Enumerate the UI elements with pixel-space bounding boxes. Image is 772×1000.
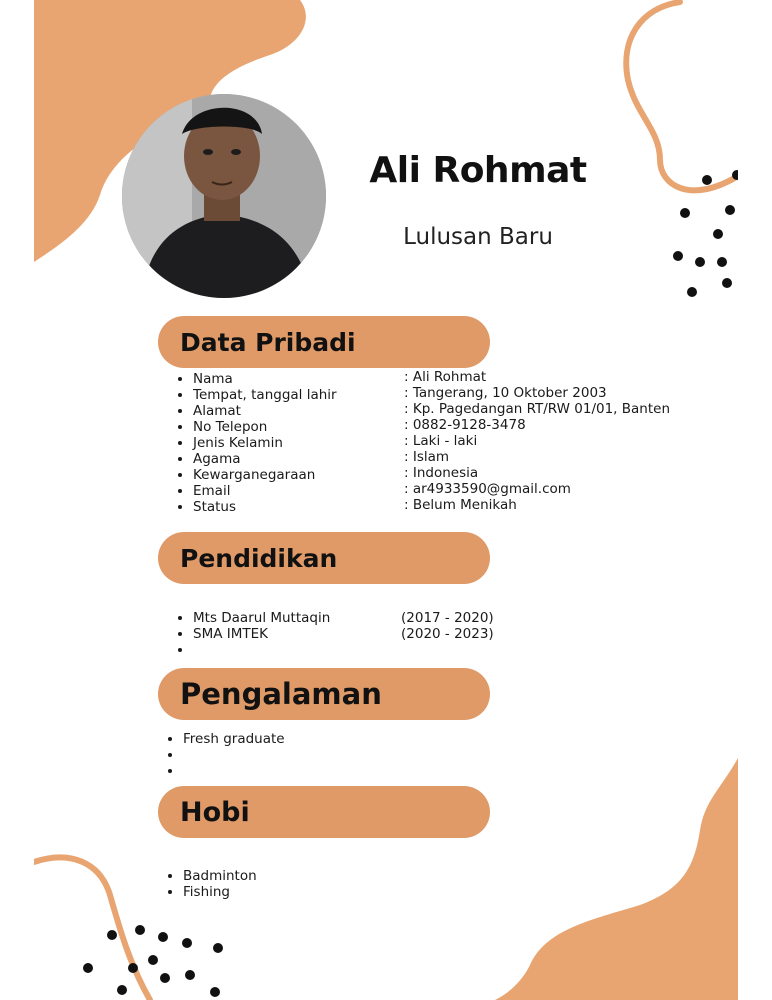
section-title-pendidikan: Pendidikan	[180, 543, 338, 573]
education-list	[175, 610, 330, 658]
list-item: • Mts Daarul Muttaqin	[193, 610, 330, 626]
section-title-pengalaman: Pengalaman	[180, 677, 382, 711]
list-item: • Nama	[193, 371, 337, 387]
list-item: • SMA IMTEK	[193, 626, 330, 642]
hobby-list	[165, 868, 257, 900]
list-item: • Kewarganegaraan	[193, 467, 337, 483]
list-item: • Fishing	[183, 884, 257, 900]
profile-photo	[122, 94, 326, 298]
list-item: • Alamat	[193, 403, 337, 419]
list-item: • Fresh graduate	[183, 731, 285, 747]
page-margin-left	[0, 0, 34, 1000]
person-role: Lulusan Baru	[403, 224, 553, 250]
value-alamat: : Kp. Pagedangan RT/RW 01/01, Banten	[404, 401, 671, 417]
list-item	[193, 642, 330, 658]
list-item: • Status	[193, 499, 337, 515]
experience-list	[165, 731, 285, 779]
list-item: • Tempat, tanggal lahir	[193, 387, 337, 403]
section-header-hobi	[158, 786, 490, 838]
value-email: : ar4933590@gmail.com	[404, 481, 571, 497]
section-title-data-pribadi: Data Pribadi	[180, 327, 356, 357]
list-item: • Email	[193, 483, 337, 499]
personal-data-values	[404, 369, 670, 513]
list-item	[183, 747, 285, 763]
list-item: • Agama	[193, 451, 337, 467]
bottom-right-blob	[495, 758, 738, 1000]
section-header-pengalaman	[158, 668, 490, 720]
section-header-data-pribadi	[158, 316, 490, 368]
value-kewarganegaraan: : Indonesia	[404, 465, 479, 481]
list-item: • No Telepon	[193, 419, 337, 435]
value-nama: : Ali Rohmat	[404, 369, 487, 385]
year-range: (2017 - 2020)	[401, 610, 494, 626]
section-title-hobi: Hobi	[180, 796, 250, 828]
person-silhouette-icon	[122, 94, 326, 298]
list-item: • Jenis Kelamin	[193, 435, 337, 451]
value-ttl: : Tangerang, 10 Oktober 2003	[404, 385, 607, 401]
value-status: : Belum Menikah	[404, 497, 517, 513]
education-years	[401, 610, 494, 642]
section-header-pendidikan	[158, 532, 490, 584]
value-telepon: : 0882-9128-3478	[404, 417, 526, 433]
top-right-curve	[626, 2, 738, 190]
bottom-left-dots	[83, 925, 223, 997]
list-item	[183, 763, 285, 779]
person-name: Ali Rohmat	[369, 150, 587, 191]
bottom-left-curve	[34, 857, 150, 1000]
personal-data-labels	[175, 371, 337, 515]
value-jenis-kelamin: : Laki - laki	[404, 433, 478, 449]
list-item: • Badminton	[183, 868, 257, 884]
year-range: (2020 - 2023)	[401, 626, 494, 642]
page-margin-right	[738, 0, 772, 1000]
value-agama: : Islam	[404, 449, 450, 465]
